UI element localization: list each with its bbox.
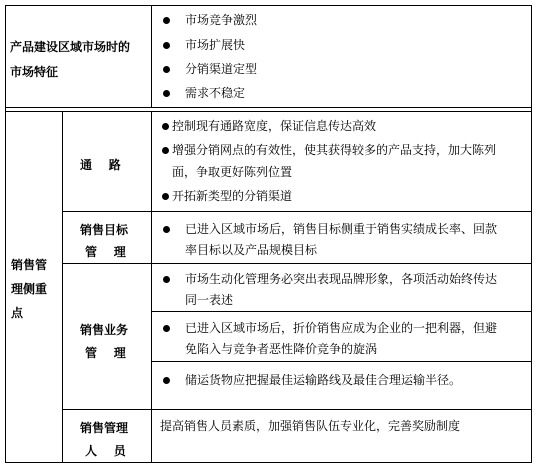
bullet-icon: [163, 325, 170, 332]
bullet-icon: [163, 66, 170, 73]
table-border-bottom: [5, 462, 532, 463]
channel-item: 控制现有通路宽度，保证信息传达高效: [172, 119, 377, 133]
sales-staff-item: 提高销售人员素质，加强销售队伍专业化，完善奖励制度: [160, 419, 461, 433]
sales-ops-item: 市场生动化管理务必突出表现品牌形象，各项活动始终传达: [185, 272, 498, 286]
section1-label-line2: 市场特征: [10, 65, 59, 79]
bullet-icon: [163, 90, 170, 97]
market-feature-item: 分销渠道定型: [185, 62, 258, 76]
sales-ops-item: 已进入区域市场后，折价销售应成为企业的一把利器，但避: [185, 321, 498, 335]
row-label-sales-target: 销售目标: [80, 223, 129, 237]
sales-ops-item-cont: 同一表述: [185, 293, 234, 307]
row-label-channel: 通 路: [80, 158, 121, 172]
section1-label-line1: 产品建设区域市场时的: [10, 40, 131, 54]
bullet-icon: [163, 377, 170, 384]
channel-item: 开拓新类型的分销渠道: [172, 189, 293, 203]
row-label-sales-staff: 销售管理: [80, 421, 129, 435]
row-divider: [62, 263, 532, 264]
sales-target-item-cont: 率目标以及产品规模目标: [185, 243, 318, 257]
bullet-icon: [163, 226, 170, 233]
market-feature-item: 市场扩展快: [185, 38, 246, 52]
item-divider: [151, 311, 532, 312]
column-divider: [62, 111, 63, 463]
bullet-icon: [163, 276, 170, 283]
column-divider: [151, 5, 152, 108]
bullet-icon: [163, 42, 170, 49]
item-divider: [151, 361, 532, 362]
row-label-sales-target-2: 管 理: [85, 245, 126, 259]
table-border-top: [5, 5, 532, 6]
market-feature-item: 市场竞争激烈: [185, 13, 258, 27]
sales-target-item: 已进入区域市场后，销售目标侧重于销售实绩成长率、回款: [185, 222, 498, 236]
table-border-left: [5, 5, 6, 463]
bullet-icon: [162, 193, 169, 200]
row-label-sales-ops: 销售业务: [80, 323, 129, 337]
section2-label-line3: 点: [11, 306, 24, 320]
column-divider: [151, 111, 152, 463]
row-label-sales-staff-2: 人 员: [85, 444, 126, 458]
market-feature-item: 需求不稳定: [185, 86, 246, 100]
section-divider: [5, 111, 532, 112]
bullet-icon: [162, 123, 169, 130]
table-border-right: [531, 5, 532, 463]
sales-ops-item-cont: 免陷入与竞争者恶性降价竞争的旋涡: [185, 342, 378, 356]
section2-label-line2: 理侧重: [11, 282, 48, 296]
row-label-sales-ops-2: 管 理: [85, 346, 126, 360]
row-divider: [62, 409, 532, 410]
sales-ops-item: 储运货物应把握最佳运输路线及最佳合理运输半径。: [185, 373, 462, 387]
section2-label-line1: 销售管: [11, 258, 48, 272]
row-divider: [62, 211, 532, 212]
bullet-icon: [163, 17, 170, 24]
section-divider: [5, 107, 532, 108]
channel-item-cont: 面，争取更好陈列位置: [172, 165, 293, 179]
bullet-icon: [162, 147, 169, 154]
channel-item: 增强分销网点的有效性，使其获得较多的产品支持，加大陈列: [172, 143, 497, 157]
